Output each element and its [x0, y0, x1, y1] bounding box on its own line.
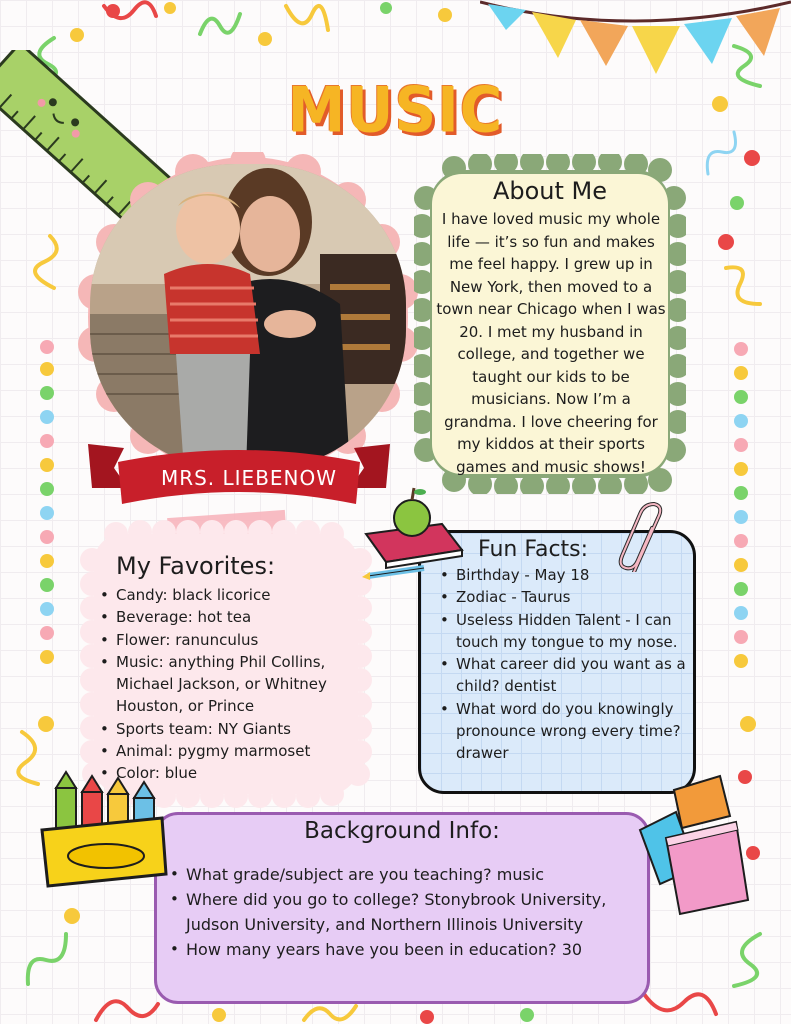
list-item: • Animal: pygmy marmoset: [116, 740, 386, 762]
confetti-dot: [734, 366, 748, 380]
confetti-dot: [40, 602, 54, 616]
confetti-dot: [734, 510, 748, 524]
confetti-dot: [64, 908, 80, 924]
confetti-dot: [734, 486, 748, 500]
confetti-dot: [420, 1010, 434, 1024]
paperclip-icon: [614, 500, 668, 572]
confetti-dot: [40, 650, 54, 664]
confetti-dot: [40, 410, 54, 424]
confetti-dot: [40, 458, 54, 472]
list-item: • What career did you want as a child? dentist: [456, 653, 706, 698]
stacked-books-icon: [636, 772, 756, 918]
squiggle-decoration: [720, 260, 766, 310]
list-item: • Music: anything Phil Collins, Michael Jackson, or Whitney Houston, or Prince: [116, 651, 386, 718]
confetti-dot: [734, 654, 748, 668]
confetti-dot: [734, 582, 748, 596]
list-item: • Sports team: NY Giants: [116, 718, 386, 740]
confetti-dot: [744, 150, 760, 166]
about-heading: About Me: [492, 177, 608, 205]
crayon-box-icon: [40, 770, 170, 890]
confetti-dot: [730, 196, 744, 210]
list-item: • Zodiac - Taurus: [456, 586, 706, 608]
confetti-dot: [70, 28, 84, 42]
teacher-photo: [90, 164, 406, 470]
confetti-dot: [438, 8, 452, 22]
list-item: • Useless Hidden Talent - I can touch my tongue to my nose.: [456, 609, 706, 654]
confetti-dot: [734, 558, 748, 572]
confetti-dot: [734, 390, 748, 404]
fun-facts-heading: Fun Facts:: [478, 537, 589, 562]
favorites-heading: My Favorites:: [116, 552, 276, 580]
list-item: • What word do you knowingly pronounce wrong every time? drawer: [456, 698, 706, 765]
confetti-dot: [734, 606, 748, 620]
confetti-dot: [40, 506, 54, 520]
confetti-dot: [380, 2, 392, 14]
squiggle-decoration: [100, 0, 160, 30]
confetti-dot: [734, 462, 748, 476]
confetti-dot: [40, 386, 54, 400]
list-item: • How many years have you been in education? 30: [186, 937, 662, 962]
confetti-dot: [734, 630, 748, 644]
list-item: • What grade/subject are you teaching? music: [186, 862, 662, 887]
list-item: • Candy: black licorice: [116, 584, 386, 606]
teacher-name: MRS. LIEBENOW: [160, 466, 338, 490]
squiggle-decoration: [22, 930, 72, 990]
list-item: • Beverage: hot tea: [116, 606, 386, 628]
favorites-list: [92, 584, 386, 785]
list-item: • Color: blue: [116, 762, 386, 784]
apple-on-books-icon: [362, 484, 466, 580]
page-title: MUSIC: [287, 73, 504, 147]
list-item: • Where did you go to college? Stonybrook University, Judson University, and Northern Illinois University: [186, 887, 662, 937]
background-heading: Background Info:: [304, 818, 500, 844]
squiggle-decoration: [282, 0, 332, 40]
squiggle-decoration: [720, 930, 770, 990]
confetti-dot: [40, 362, 54, 376]
fun-facts-list: [432, 564, 706, 765]
confetti-dot: [40, 530, 54, 544]
about-text: I have loved music my whole life — it’s so fun and makes me feel happy. I grew up in New York, then moved to a town near Chicago when I was 20. I met my husband in college, and together we taught our kids to be musicians. Now I’m a grandma. I love cheering for my kiddos at their sports games and music shows!: [436, 210, 666, 476]
squiggle-decoration: [196, 4, 246, 44]
confetti-dot: [40, 578, 54, 592]
list-item: • Birthday - May 18: [456, 564, 706, 586]
list-item: • Flower: ranunculus: [116, 629, 386, 651]
confetti-dot: [734, 342, 748, 356]
confetti-dot: [718, 234, 734, 250]
confetti-dot: [734, 414, 748, 428]
teacher-photo-frame: [78, 152, 418, 482]
confetti-dot: [734, 534, 748, 548]
confetti-dot: [40, 554, 54, 568]
background-list: [162, 862, 662, 962]
confetti-dot: [40, 482, 54, 496]
squiggle-decoration: [92, 986, 162, 1024]
confetti-dot: [520, 1008, 534, 1022]
confetti-dot: [164, 2, 176, 14]
confetti-dot: [258, 32, 272, 46]
confetti-dot: [40, 340, 54, 354]
confetti-dot: [734, 438, 748, 452]
confetti-dot: [740, 716, 756, 732]
confetti-dot: [40, 434, 54, 448]
confetti-dot: [212, 1008, 226, 1022]
confetti-dot: [40, 626, 54, 640]
squiggle-decoration: [640, 986, 720, 1024]
